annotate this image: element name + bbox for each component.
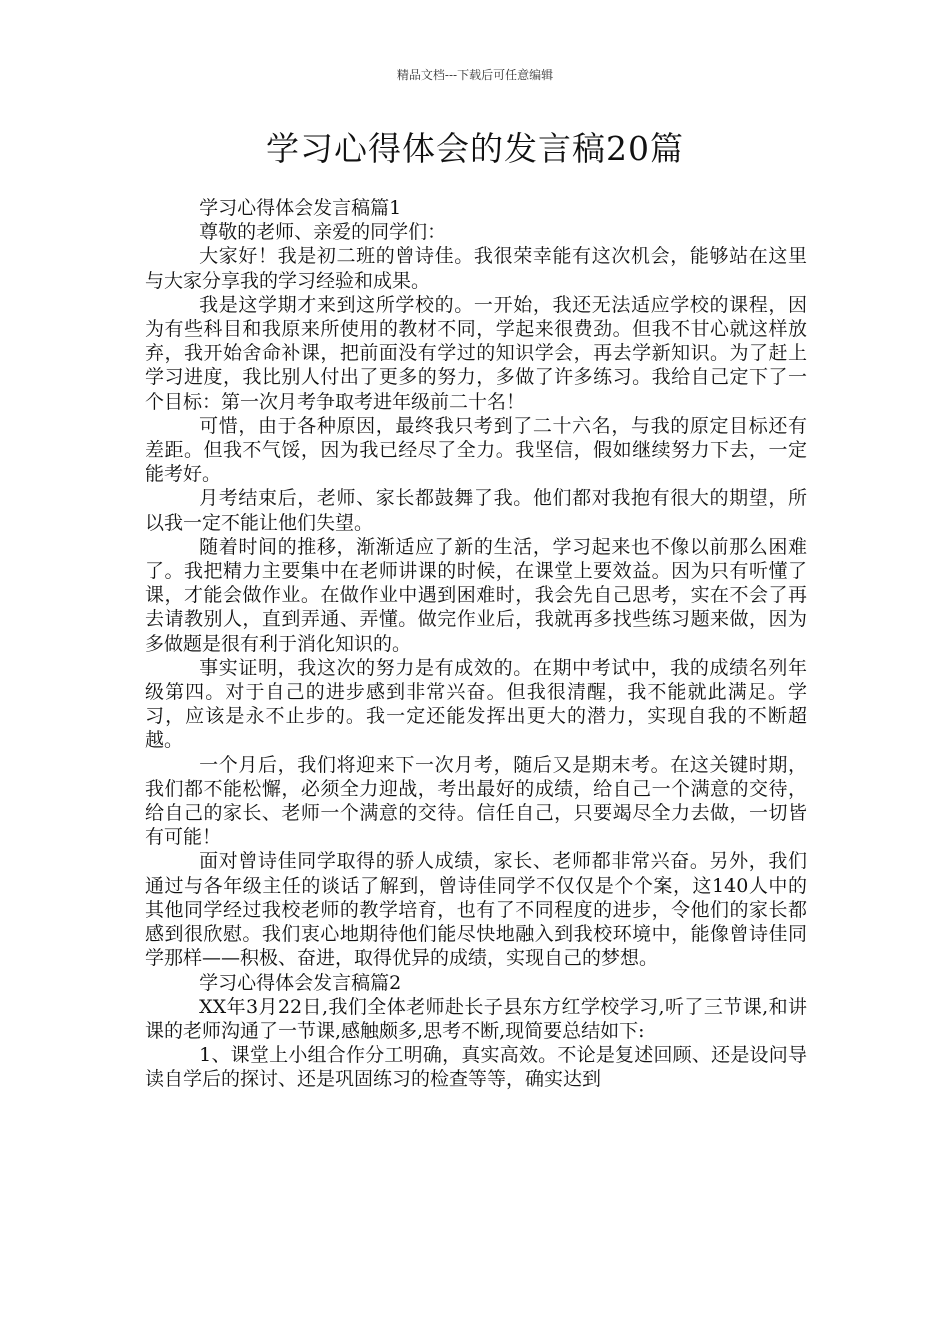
body-paragraph: 随着时间的推移，渐渐适应了新的生活，学习起来也不像以前那么困难了。我把精力主要集中在老师讲课的时候，在课堂上要效益。因为只有听懂了课，才能会做作业。在做作业中遇到困难时，我会先自己思考，实在不会了再去请教别人，直到弄通、弄懂。做完作业后，我就再多找些练习题来做，因为多做题是很有利于消化知识的。	[145, 535, 807, 655]
body-paragraph: 面对曾诗佳同学取得的骄人成绩，家长、老师都非常兴奋。另外，我们通过与各年级主任的谈话了解到，曾诗佳同学不仅仅是个个案，这140人中的其他同学经过我校老师的教学培育，也有了不同程度的进步，令他们的家长都感到很欣慰。我们衷心地期待他们能尽快地融入到我校环境中，能像曾诗佳同学那样——积极、奋进，取得优异的成绩，实现自己的梦想。	[145, 850, 807, 970]
body-paragraph: XX年3月22日,我们全体老师赴长子县东方红学校学习,听了三节课,和讲课的老师沟通了一节课,感触颇多,思考不断,现简要总结如下:	[145, 995, 807, 1042]
header-note: 精品文档---下载后可任意编辑	[396, 68, 554, 82]
document-title: 学习心得体会的发言稿20篇	[266, 129, 684, 168]
body-paragraph: 我是这学期才来到这所学校的。一开始，我还无法适应学校的课程，因为有些科目和我原来所使用的教材不同，学起来很费劲。但我不甘心就这样放弃，我开始舍命补课，把前面没有学过的知识学会，再去学新知识。为了赶上学习进度，我比别人付出了更多的努力，多做了许多练习。我给自己定下了一个目标：第一次月考争取考进年级前二十名！	[145, 293, 807, 413]
body-paragraph: 1、课堂上小组合作分工明确，真实高效。不论是复述回顾、还是设问导读自学后的探讨、还是巩固练习的检查等等，确实达到	[145, 1044, 807, 1091]
body-paragraph: 月考结束后，老师、家长都鼓舞了我。他们都对我抱有很大的期望，所以我一定不能让他们失望。	[145, 487, 807, 534]
section-heading: 学习心得体会发言稿篇1	[199, 197, 402, 219]
body-paragraph: 一个月后，我们将迎来下一次月考，随后又是期末考。在这关键时期，我们都不能松懈，必须全力迎战，考出最好的成绩，给自己一个满意的交待，给自己的家长、老师一个满意的交待。信任自己，只要竭尽全力去做，一切皆有可能！	[145, 753, 807, 849]
salutation: 尊敬的老师、亲爱的同学们：	[199, 221, 447, 244]
body-paragraph: 大家好！我是初二班的曾诗佳。我很荣幸能有这次机会，能够站在这里与大家分享我的学习经验和成果。	[145, 245, 807, 292]
document-body	[145, 196, 807, 1092]
section-heading: 学习心得体会发言稿篇2	[199, 971, 402, 994]
body-paragraph: 可惜，由于各种原因，最终我只考到了二十六名，与我的原定目标还有差距。但我不气馁，因为我已经尽了全力。我坚信，假如继续努力下去，一定能考好。	[145, 414, 807, 486]
body-paragraph: 事实证明，我这次的努力是有成效的。在期中考试中，我的成绩名列年级第四。对于自己的进步感到非常兴奋。但我很清醒，我不能就此满足。学习，应该是永不止步的。我一定还能发挥出更大的潜力，实现自我的不断超越。	[145, 656, 807, 752]
